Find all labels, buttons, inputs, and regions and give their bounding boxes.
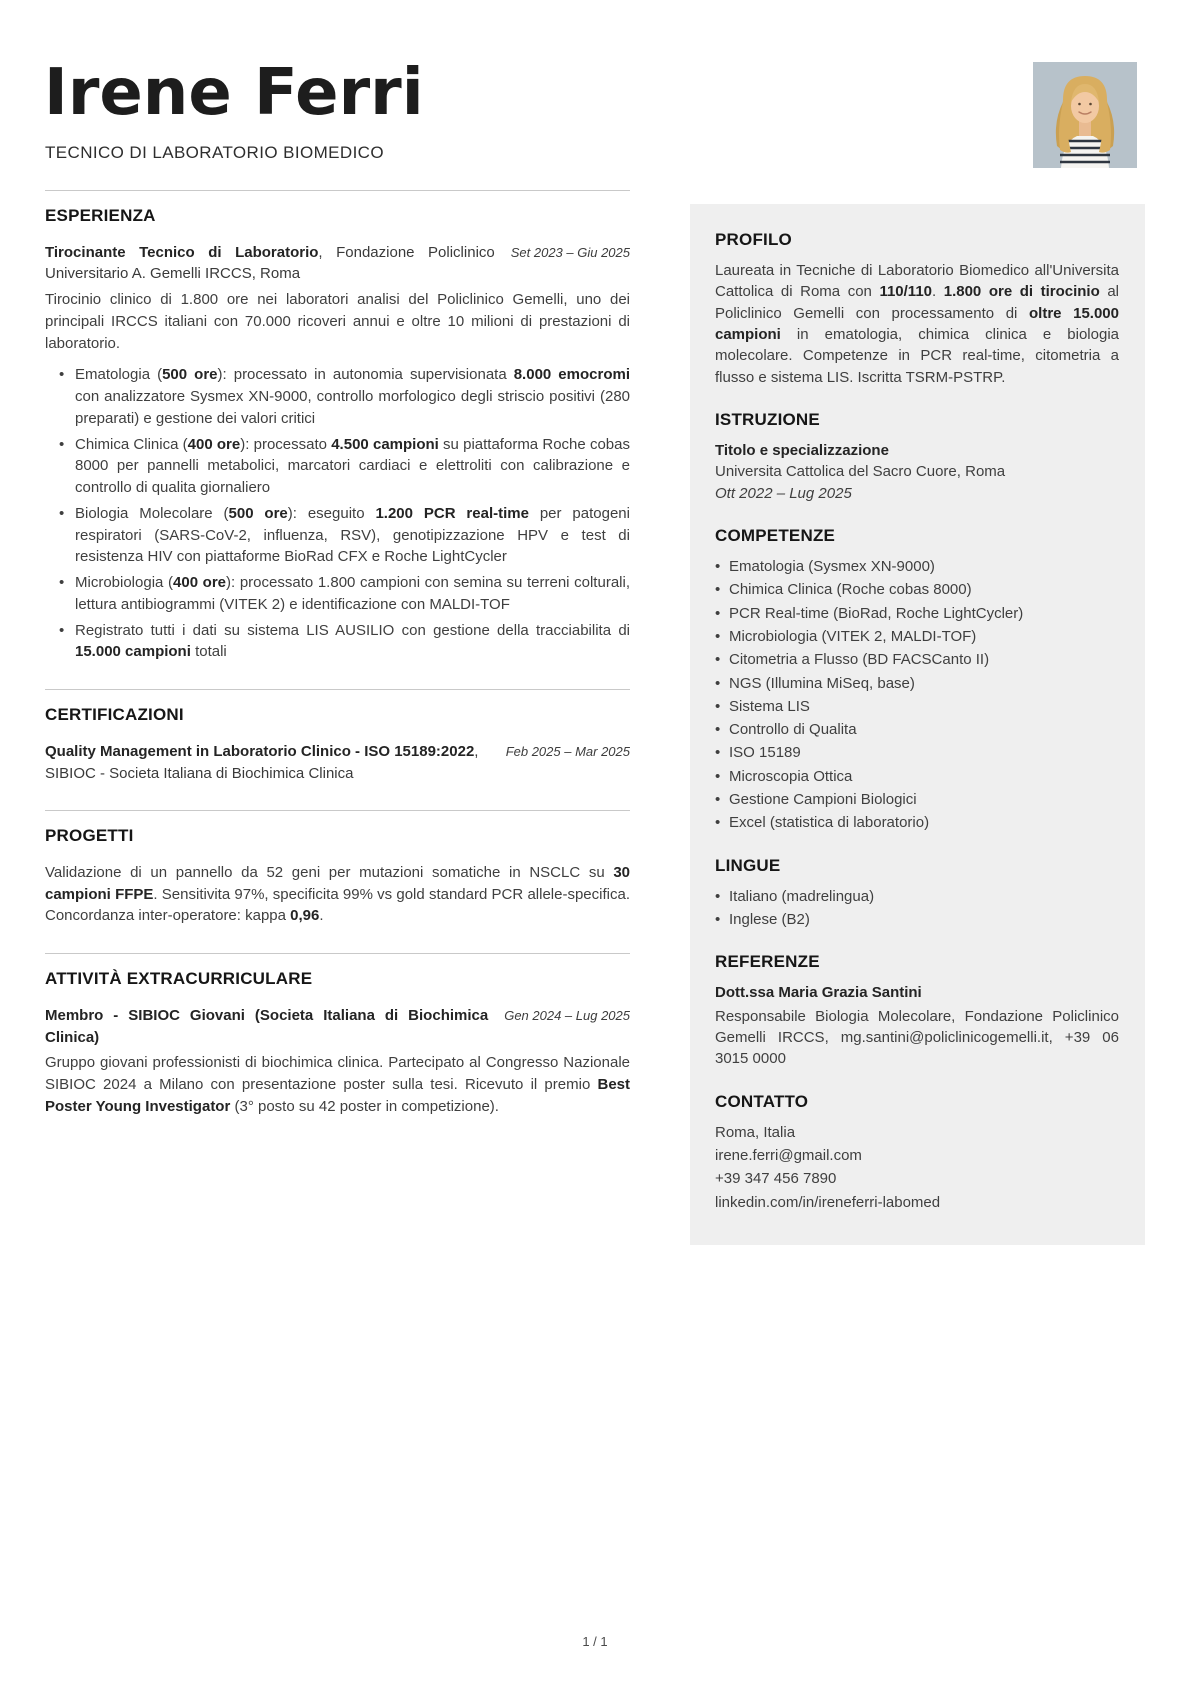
- experience-bullet-list: [45, 364, 630, 663]
- sidebar: [690, 204, 1145, 1245]
- certification-title-text: Quality Management in Laboratorio Clinico - ISO 15189:2022, SIBIOC - Societa Italiana di Biochimica Clinica: [45, 742, 479, 782]
- skills-list: [715, 556, 1119, 834]
- skill-item: • Ematologia (Sysmex XN-9000): [715, 556, 1119, 577]
- experience-bullet: • Chimica Clinica (400 ore): processato 4.500 campioni su piattaforma Roche cobas 8000 per pannelli metabolici, marcatori cardiaci e elettroliti con calibrazione e controllo di qualita giornaliero: [59, 434, 630, 499]
- skill-item: • Excel (statistica di laboratorio): [715, 812, 1119, 833]
- activity-body: Gruppo giovani professionisti di biochimica clinica. Partecipato al Congresso Nazionale SIBIOC 2024 a Milano con presentazione poster sulla tesi. Ricevuto il premio Best Poster Young Investigator (3° posto su 42 poster in competizione).: [45, 1054, 630, 1115]
- skill-item: • Sistema LIS: [715, 696, 1119, 717]
- sidebar-section-skills: [715, 524, 1119, 834]
- sidebar-heading-profile: PROFILO: [715, 230, 792, 249]
- main-column: [45, 190, 630, 1128]
- skill-item: • ISO 15189: [715, 742, 1119, 763]
- contact-line: +39 347 456 7890: [715, 1170, 837, 1188]
- section-experience: [45, 190, 630, 663]
- certification-entry-title: [45, 741, 630, 785]
- skill-item: • Controllo di Qualita: [715, 719, 1119, 740]
- sidebar-heading-skills: COMPETENZE: [715, 525, 836, 545]
- skill-item: • Microbiologia (VITEK 2, MALDI-TOF): [715, 626, 1119, 647]
- section-certifications: [45, 689, 630, 784]
- candidate-role: TECNICO DI LABORATORIO BIOMEDICO: [45, 143, 384, 162]
- portrait-illustration: [1033, 62, 1137, 168]
- sidebar-heading-education: ISTRUZIONE: [715, 409, 820, 429]
- section-heading-activities: ATTIVITÀ EXTRACURRICULARE: [45, 953, 630, 992]
- contact-line: irene.ferri@gmail.com: [715, 1147, 862, 1165]
- section-heading-certifications: CERTIFICAZIONI: [45, 689, 630, 728]
- section-projects: [45, 810, 630, 927]
- skill-item: • PCR Real-time (BioRad, Roche LightCycler): [715, 603, 1119, 624]
- experience-title-text: Tirocinante Tecnico di Laboratorio, Fondazione Policlinico Universitario A. Gemelli IRCCS, Roma: [45, 243, 495, 283]
- experience-summary: Tirocinio clinico di 1.800 ore nei laboratori analisi del Policlinico Gemelli, uno dei principali IRCCS italiani con 70.000 ricoveri annui e oltre 10 milioni di prestazioni di laboratorio.: [45, 291, 630, 352]
- candidate-name: Irene Ferri: [44, 56, 424, 130]
- sidebar-section-languages: [715, 854, 1119, 931]
- contact-line: linkedin.com/in/ireneferri-labomed: [715, 1193, 941, 1211]
- activity-date: Gen 2024 – Lug 2025: [504, 1007, 630, 1023]
- skill-item: • NGS (Illumina MiSeq, base): [715, 673, 1119, 694]
- sidebar-heading-contact: CONTATTO: [715, 1091, 809, 1111]
- language-item: • Italiano (madrelingua): [715, 886, 1119, 907]
- section-activities: [45, 953, 630, 1117]
- projects-body: Validazione di un pannello da 52 geni per mutazioni somatiche in NSCLC su 30 campioni FFPE. Sensitivita 97%, specificita 99% vs gold standard PCR allele-specifica. Concordanza inter-operatore: kappa 0,96.: [45, 863, 630, 925]
- page-indicator: 1 / 1: [582, 1634, 608, 1649]
- education-school: Universita Cattolica del Sacro Cuore, Roma: [715, 463, 1006, 481]
- contact-line: Roma, Italia: [715, 1123, 796, 1141]
- experience-bullet: • Microbiologia (400 ore): processato 1.800 campioni con semina su terreni colturali, lettura antibiogrammi (VITEK 2) e identificazione con MALDI-TOF: [59, 572, 630, 616]
- profile-photo: [1033, 62, 1137, 168]
- experience-bullet: • Biologia Molecolare (500 ore): eseguito 1.200 PCR real-time per patogeni respiratori (SARS-CoV-2, influenza, RSV), genotipizzazione HPV e test di resistenza HIV con piattaforme BioRad CFX e Roche LightCycler: [59, 503, 630, 568]
- language-item: • Inglese (B2): [715, 909, 1119, 930]
- sidebar-section-references: [715, 950, 1119, 1069]
- section-heading-projects: PROGETTI: [45, 810, 630, 849]
- experience-bullet: • Registrato tutti i dati su sistema LIS AUSILIO con gestione della tracciabilita di 15.000 campioni totali: [59, 620, 630, 664]
- experience-date: Set 2023 – Giu 2025: [510, 244, 630, 260]
- profile-body: Laureata in Tecniche di Laboratorio Biomedico all'Universita Cattolica di Roma con 110/110. 1.800 ore di tirocinio al Policlinico Gemelli con processamento di oltre 15.000 campioni in ematologia, chimica clinica e biologia molecolare. Competenze in PCR real-time, citometria a flusso e sistema LIS. Iscritta TSRM-PSTRP.: [715, 262, 1119, 386]
- education-date: Ott 2022 – Lug 2025: [715, 484, 852, 502]
- certification-date: Feb 2025 – Mar 2025: [505, 743, 630, 759]
- experience-entry-title: [45, 242, 630, 286]
- skill-item: • Chimica Clinica (Roche cobas 8000): [715, 579, 1119, 600]
- languages-list: [715, 886, 1119, 931]
- sidebar-section-profile: [715, 228, 1119, 388]
- activity-title-text: Membro - SIBIOC Giovani (Societa Italiana di Biochimica Clinica): [45, 1006, 489, 1046]
- sidebar-heading-languages: LINGUE: [715, 855, 781, 875]
- section-heading-experience: ESPERIENZA: [45, 190, 630, 229]
- reference-name: Dott.ssa Maria Grazia Santini: [715, 984, 922, 1002]
- sidebar-heading-references: REFERENZE: [715, 952, 820, 972]
- contact-lines: [715, 1122, 1119, 1213]
- education-degree: Titolo e specializzazione: [715, 442, 889, 460]
- skill-item: • Gestione Campioni Biologici: [715, 789, 1119, 810]
- skill-item: • Citometria a Flusso (BD FACSCanto II): [715, 649, 1119, 670]
- skill-item: • Microscopia Ottica: [715, 766, 1119, 787]
- activity-entry-title: [45, 1005, 630, 1049]
- experience-bullet: • Ematologia (500 ore): processato in autonomia supervisionata 8.000 emocromi con analizzatore Sysmex XN-9000, controllo morfologico degli striscio positivi (280 preparati) e gestione dei valori critici: [59, 364, 630, 429]
- sidebar-section-education: [715, 408, 1119, 504]
- reference-details: Responsabile Biologia Molecolare, Fondazione Policlinico Gemelli IRCCS, mg.santini@policlinicogemelli.it, +39 06 3015 0000: [715, 1007, 1119, 1068]
- sidebar-section-contact: [715, 1090, 1119, 1213]
